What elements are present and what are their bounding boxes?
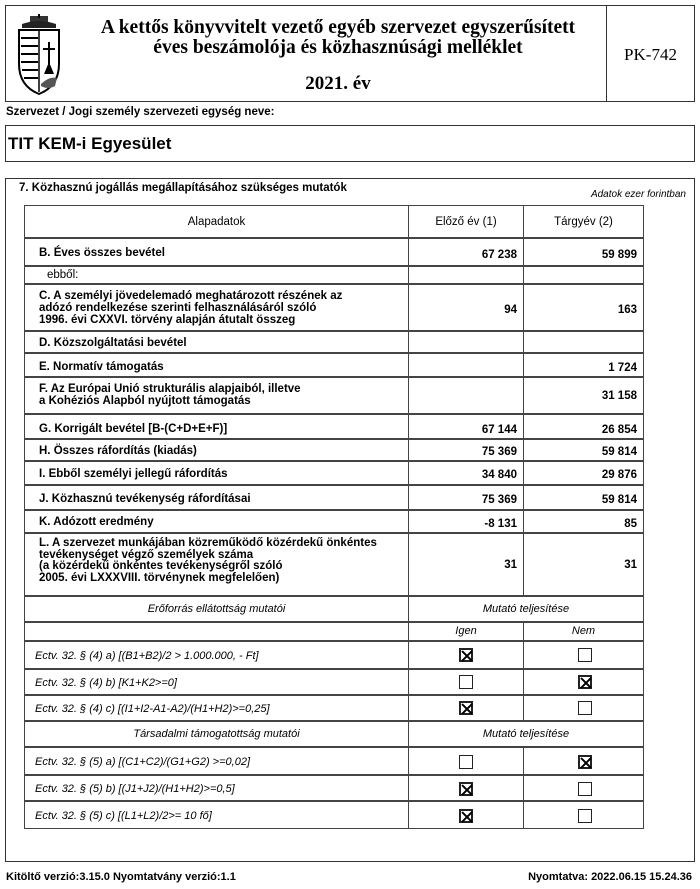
no-checkbox[interactable] — [578, 782, 592, 796]
row-curr-value: 29 876 — [523, 461, 644, 485]
no-checkbox[interactable] — [578, 675, 592, 689]
row-prev-value: 75 369 — [408, 485, 524, 510]
row-prev-value — [408, 377, 524, 414]
form-code: PK-742 — [624, 45, 677, 64]
form-title — [70, 18, 606, 58]
row-prev-value: 75 369 — [408, 439, 524, 461]
row-label: L. A szervezet munkájában közreműködő közérdekű önkéntes tevékenységet végző személyek száma (a közérdekű önkéntes tevékenységről szóló 2005. évi LXXXVIII. törvénynek megfelelően) — [24, 533, 409, 596]
yes-checkbox[interactable] — [459, 755, 473, 769]
indicator-label: Ectv. 32. § (4) b) [K1+K2>=0] — [24, 669, 409, 695]
row-label: C. A személyi jövedelemadó meghatározott részének az adózó rendelkezése szerinti felhasználásáról szóló 1996. évi CXXVI. törvény alapján átutalt összeg — [24, 284, 409, 331]
row-label: ebből: — [24, 266, 409, 284]
form-title-line2: éves beszámolója és közhasznúsági melléklet — [153, 37, 523, 58]
col-header-base — [24, 205, 409, 238]
row-prev-value: -8 131 — [408, 510, 524, 533]
row-curr-value: 59 899 — [523, 238, 644, 266]
row-curr-value: 31 — [523, 533, 644, 596]
yes-checkbox[interactable] — [459, 701, 473, 715]
social-fulfil-text: Mutató teljesítése — [482, 728, 570, 740]
igen-header — [24, 622, 409, 641]
indicator-label: Ectv. 32. § (4) c) [(I1+I2-A1-A2)/(H1+H2)>=0,25] — [24, 695, 409, 721]
footer-version: Kitöltő verzió:3.15.0 Nyomtatvány verzió:1.1 — [6, 871, 236, 883]
social-header-text: Társadalmi támogatottság mutatói — [133, 728, 300, 740]
resource-header-text: Erőforrás ellátottság mutatói — [147, 603, 286, 615]
row-curr-value: 31 158 — [523, 377, 644, 414]
row-prev-value: 34 840 — [408, 461, 524, 485]
row-label: B. Éves összes bevétel — [24, 238, 409, 266]
row-prev-value: 67 144 — [408, 414, 524, 439]
indicator-label: Ectv. 32. § (5) b) [(J1+J2)/(H1+H2)>=0,5] — [24, 775, 409, 801]
row-curr-value — [523, 266, 644, 284]
col-header-base-text: Alapadatok — [187, 215, 246, 228]
row-curr-value: 59 814 — [523, 485, 644, 510]
row-prev-value — [408, 331, 524, 353]
yes-cell — [408, 641, 524, 669]
row-label: F. Az Európai Unió strukturális alapjaiból, illetve a Kohéziós Alapból nyújtott támogatás — [24, 377, 409, 414]
yes-checkbox[interactable] — [459, 675, 473, 689]
row-curr-value — [523, 331, 644, 353]
nem-label: Nem — [571, 625, 596, 637]
col-header-curr-text: Tárgyév (2) — [554, 215, 613, 228]
row-label: K. Adózott eredmény — [24, 510, 409, 533]
row-label: J. Közhasznú tevékenység ráfordításai — [24, 485, 409, 510]
row-prev-value — [408, 266, 524, 284]
no-cell — [523, 669, 644, 695]
no-cell — [523, 775, 644, 801]
yes-cell — [408, 695, 524, 721]
row-prev-value: 94 — [408, 284, 524, 331]
coat-of-arms-icon — [14, 14, 64, 96]
row-label: E. Normatív támogatás — [24, 353, 409, 377]
no-checkbox[interactable] — [578, 701, 592, 715]
row-curr-value: 85 — [523, 510, 644, 533]
no-cell — [523, 747, 644, 775]
row-curr-value: 26 854 — [523, 414, 644, 439]
col-header-curr — [523, 205, 644, 238]
footer-printed: Nyomtatva: 2022.06.15 15.24.36 — [528, 871, 692, 883]
yes-checkbox[interactable] — [459, 809, 473, 823]
row-label: D. Közszolgáltatási bevétel — [24, 331, 409, 353]
resource-fulfil-text: Mutató teljesítése — [482, 603, 570, 615]
indicator-label: Ectv. 32. § (4) a) [(B1+B2)/2 > 1.000.000, - Ft] — [24, 641, 409, 669]
section-title: 7. Közhasznú jogállás megállapításához szükséges mutatók — [19, 182, 347, 194]
resource-fulfil-header — [408, 596, 644, 622]
form-title-line1: A kettős könyvvitelt vezető egyéb szervezet egyszerűsített — [100, 17, 576, 38]
no-cell — [523, 801, 644, 829]
form-year: 2021. év — [305, 73, 371, 94]
org-name: TIT KEM-i Egyesület — [8, 134, 172, 153]
nem-header-cell — [523, 622, 644, 641]
yes-cell — [408, 775, 524, 801]
yes-cell — [408, 669, 524, 695]
row-curr-value: 163 — [523, 284, 644, 331]
indicator-label: Ectv. 32. § (5) c) [(L1+L2)/2>= 10 fő] — [24, 801, 409, 829]
row-curr-value: 1 724 — [523, 353, 644, 377]
resource-header — [24, 596, 409, 622]
yes-cell — [408, 801, 524, 829]
social-header — [24, 721, 409, 747]
row-label: H. Összes ráfordítás (kiadás) — [24, 439, 409, 461]
no-cell — [523, 641, 644, 669]
indicator-label: Ectv. 32. § (5) a) [(C1+C2)/(G1+G2) >=0,02] — [24, 747, 409, 775]
row-label: I. Ebből személyi jellegű ráfordítás — [24, 461, 409, 485]
yes-cell — [408, 747, 524, 775]
no-cell — [523, 695, 644, 721]
row-curr-value: 59 814 — [523, 439, 644, 461]
no-checkbox[interactable] — [578, 755, 592, 769]
social-fulfil-header — [408, 721, 644, 747]
no-checkbox[interactable] — [578, 648, 592, 662]
row-prev-value: 67 238 — [408, 238, 524, 266]
igen-label: Igen — [455, 625, 477, 637]
igen-header-cell — [408, 622, 524, 641]
no-checkbox[interactable] — [578, 809, 592, 823]
row-prev-value — [408, 353, 524, 377]
col-header-prev-text: Előző év (1) — [435, 215, 497, 228]
col-header-prev — [408, 205, 524, 238]
row-prev-value: 31 — [408, 533, 524, 596]
row-label: G. Korrigált bevétel [B-(C+D+E+F)] — [24, 414, 409, 439]
org-label: Szervezet / Jogi személy szervezeti egység neve: — [6, 106, 275, 118]
yes-checkbox[interactable] — [459, 648, 473, 662]
yes-checkbox[interactable] — [459, 782, 473, 796]
unit-note: Adatok ezer forintban — [590, 189, 686, 200]
